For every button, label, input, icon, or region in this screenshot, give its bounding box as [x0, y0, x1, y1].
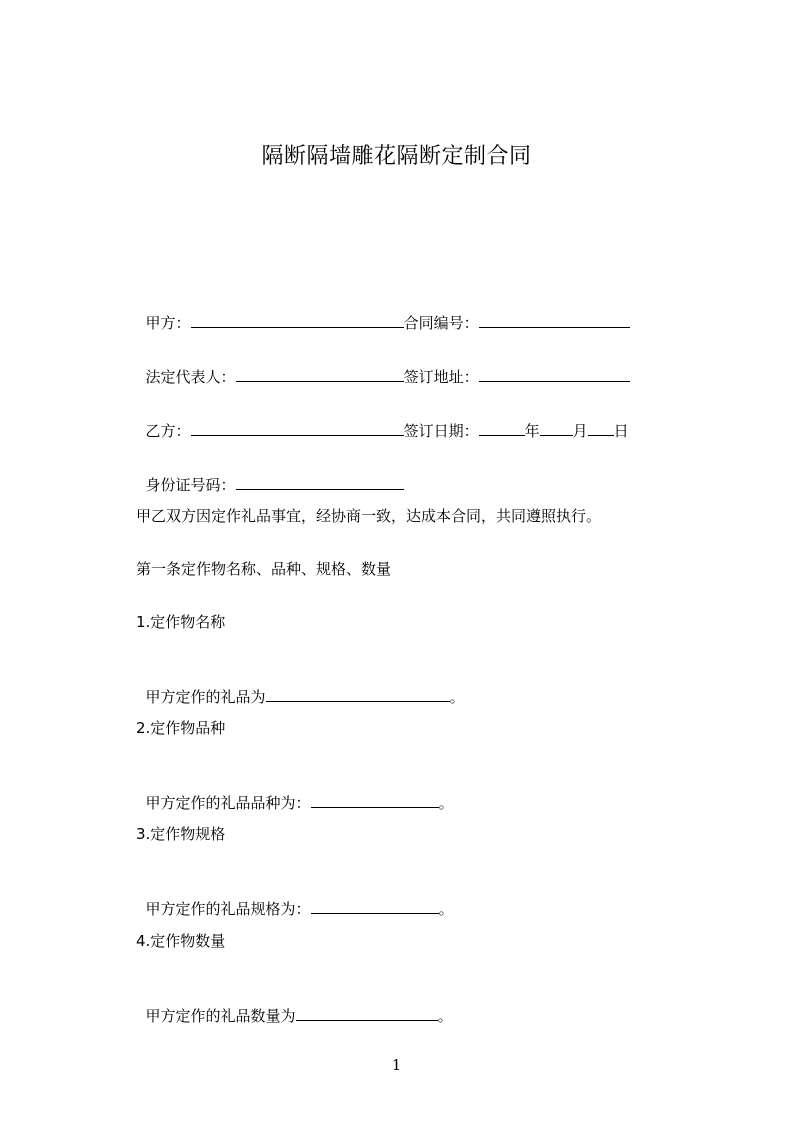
row-id-number — [136, 452, 404, 496]
item-3-period: 。 — [438, 900, 454, 918]
sign-date-label: 签订日期： — [403, 422, 479, 440]
month-label: 月 — [572, 422, 588, 440]
item-2-blank[interactable] — [311, 792, 439, 808]
item-3-blank[interactable] — [311, 898, 439, 914]
document-title: 隔断隔墙雕花隔断定制合同 — [261, 144, 532, 169]
sign-year-blank[interactable] — [479, 420, 525, 436]
party-a-label: 甲方： — [145, 314, 191, 332]
page-number: 1 — [391, 1056, 402, 1074]
legal-rep-label: 法定代表人： — [145, 368, 236, 386]
item-1-label: 甲方定作的礼品为 — [145, 688, 266, 706]
item-3-label: 甲方定作的礼品规格为： — [145, 900, 311, 918]
intro-paragraph: 甲乙双方因定作礼品事宜，经协商一致，达成本合同，共同遵照执行。 — [136, 507, 602, 525]
sign-month-blank[interactable] — [540, 420, 573, 436]
party-b-blank[interactable] — [191, 420, 404, 436]
sign-day-blank[interactable] — [588, 420, 614, 436]
item-4-blank[interactable] — [296, 1005, 438, 1021]
article-1-heading: 第一条定作物名称、品种、规格、数量 — [136, 560, 392, 578]
id-number-blank[interactable] — [236, 474, 404, 490]
row-party-a — [136, 290, 630, 334]
sign-place-label: 签订地址： — [403, 368, 479, 386]
item-1-blank[interactable] — [266, 686, 450, 702]
row-legal-rep — [136, 344, 630, 388]
day-label: 日 — [613, 422, 629, 440]
item-1-line — [136, 664, 465, 708]
row-party-b — [136, 398, 629, 442]
item-2-period: 。 — [438, 794, 454, 812]
item-2-line — [136, 770, 454, 814]
item-2-label: 甲方定作的礼品品种为： — [145, 794, 311, 812]
item-4-label: 甲方定作的礼品数量为 — [145, 1007, 296, 1025]
legal-rep-blank[interactable] — [236, 366, 404, 382]
contract-no-label: 合同编号： — [403, 314, 479, 332]
item-1-heading: 1.定作物名称 — [136, 613, 226, 631]
item-4-line — [136, 983, 453, 1027]
sign-place-blank[interactable] — [479, 366, 630, 382]
party-a-blank[interactable] — [191, 312, 404, 328]
item-4-period: 。 — [437, 1007, 453, 1025]
item-2-heading: 2.定作物品种 — [136, 719, 226, 737]
item-3-heading: 3.定作物规格 — [136, 825, 226, 843]
contract-no-blank[interactable] — [479, 312, 630, 328]
item-3-line — [136, 876, 454, 920]
item-4-heading: 4.定作物数量 — [136, 932, 226, 950]
item-1-period: 。 — [449, 688, 465, 706]
id-number-label: 身份证号码： — [145, 476, 236, 494]
year-label: 年 — [524, 422, 540, 440]
party-b-label: 乙方： — [145, 422, 191, 440]
